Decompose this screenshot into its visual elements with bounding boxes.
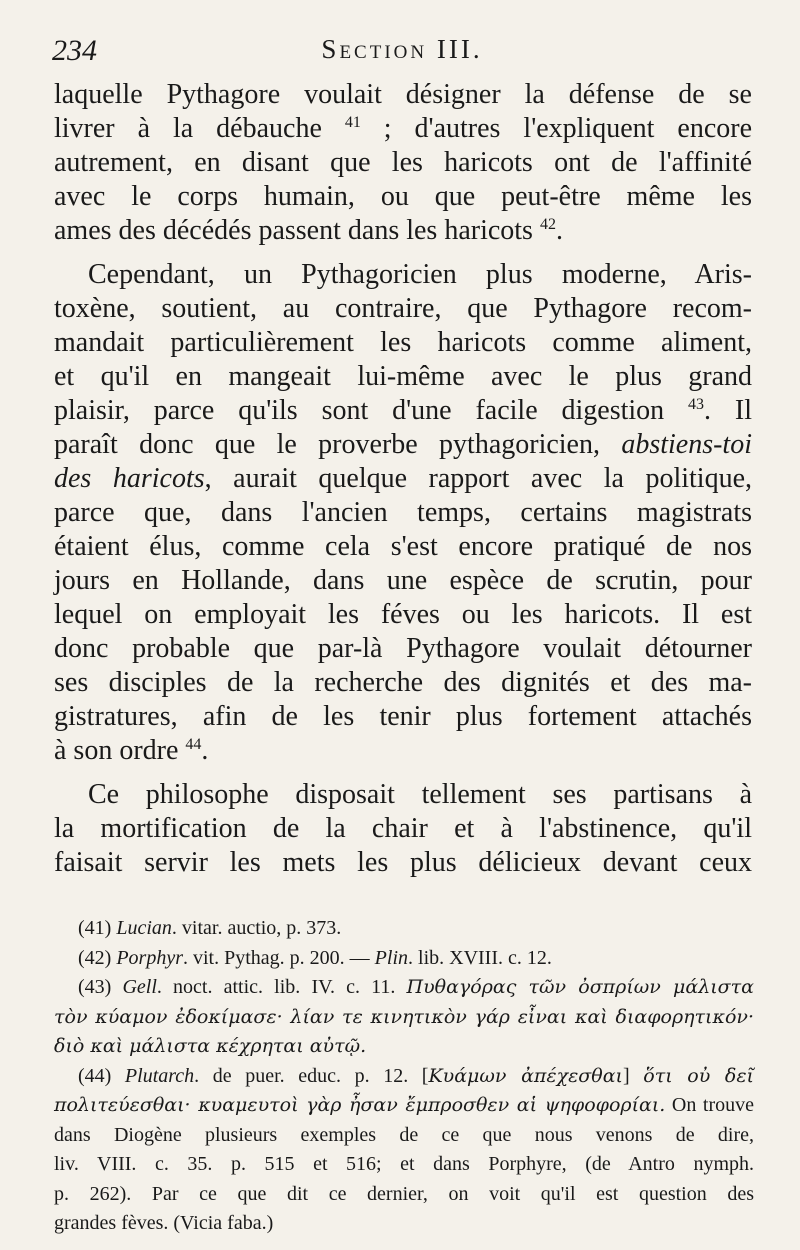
footnote-44: (44) Plutarch. de puer. educ. p. 12. [Κυάμων ἀπέχεσθαι] ὅτι οὐ δεῖ (78, 1064, 754, 1087)
text-line: faisait servir les mets les plus délicieux devant ceux (54, 847, 752, 878)
footnote-44-line: πολιτεύεσθαι· κυαμευτοὶ γὰρ ἦσαν ἔμπροσθεν αἱ ψηφοφορίαι. On trouve (54, 1094, 754, 1116)
footnote-43-line: διὸ καὶ μάλιστα κέχρηται αὐτῷ. (54, 1035, 367, 1057)
footnote-43: (43) Gell. noct. attic. lib. IV. c. 11. Πυθαγόρας τῶν ὀσπρίων μάλιστα (78, 976, 754, 998)
footnote-ref: 41 (344, 114, 361, 131)
text-line: ames des décédés passent dans les haricots $^{42}$. (54, 215, 563, 246)
running-head: Section III. (321, 34, 483, 64)
footnote-44-line: p. 262). Par ce que dit ce dernier, on voit qu'il est question des (54, 1182, 754, 1205)
text-line: toxène, soutient, au contraire, que Pythagore recom- (54, 293, 752, 324)
text-line: lequel on employait les féves ou les haricots. Il est (54, 599, 752, 630)
text-line: livrer à la débauche $^{41}$ ; d'autres l'expliquent encore (54, 113, 752, 144)
footnotes (54, 914, 754, 1239)
text-line: Ce philosophe disposait tellement ses partisans à (88, 779, 752, 810)
text-line: des haricots, aurait quelque rapport avec la politique, (54, 463, 752, 494)
footnote-41: (41) Lucian. vitar. auctio, p. 373. (78, 917, 342, 939)
text-line: avec le corps humain, ou que peut-être même les (54, 181, 752, 212)
footnote-42: (42) Porphyr. vit. Pythag. p. 200. — Plin. lib. XVIII. c. 12. (78, 946, 552, 969)
footnote-44-line: grandes fèves. (Vicia faba.) (54, 1212, 274, 1234)
footnote-ref: 42 (539, 216, 556, 233)
text-line: autrement, en disant que les haricots ont de l'affinité (54, 147, 752, 178)
page-header (52, 30, 752, 70)
footnote-ref: 44 (185, 736, 202, 753)
footnote-ref: 43 (688, 396, 705, 413)
text-line: et qu'il en mangeait lui-même avec le plus grand (54, 361, 752, 392)
text-line: gistratures, afin de les tenir plus fortement attachés (54, 701, 752, 732)
footnote-44-line: liv. VIII. c. 35. p. 515 et 516; et dans Porphyre, (de Antro nymph. (54, 1153, 754, 1175)
text-line: donc probable que par-là Pythagore voulait détourner (54, 633, 752, 664)
text-line: plaisir, parce qu'ils sont d'une facile digestion $^{43}$. Il (54, 395, 753, 426)
text-line: parce que, dans l'ancien temps, certains magistrats (54, 497, 752, 528)
text-line: Cependant, un Pythagoricien plus moderne, Aris- (88, 259, 752, 290)
text-line: la mortification de la chair et à l'abstinence, qu'il (54, 813, 752, 844)
footnote-43-line: τὸν κύαμον ἐδοκίμασε· λίαν τε κινητικὸν γάρ εἶναι καὶ διαφορητικόν· (54, 1005, 754, 1028)
text-line: mandait particulièrement les haricots comme aliment, (54, 327, 752, 358)
text-line: étaient élus, comme cela s'est encore pratiqué de nos (54, 531, 752, 562)
text-line: jours en Hollande, dans une espèce de scrutin, pour (54, 565, 752, 596)
page-number: 234 (52, 34, 97, 67)
text-line: ses disciples de la recherche des dignités et des ma- (54, 667, 752, 698)
text-line: paraît donc que le proverbe pythagoricien, abstiens-toi (54, 429, 752, 460)
body-text (54, 78, 752, 880)
text-line: à son ordre $^{44}$. (54, 735, 209, 766)
text-line: laquelle Pythagore voulait désigner la défense de se (54, 79, 752, 110)
footnote-44-line: dans Diogène plusieurs exemples de ce que nous venons de dire, (54, 1123, 754, 1146)
